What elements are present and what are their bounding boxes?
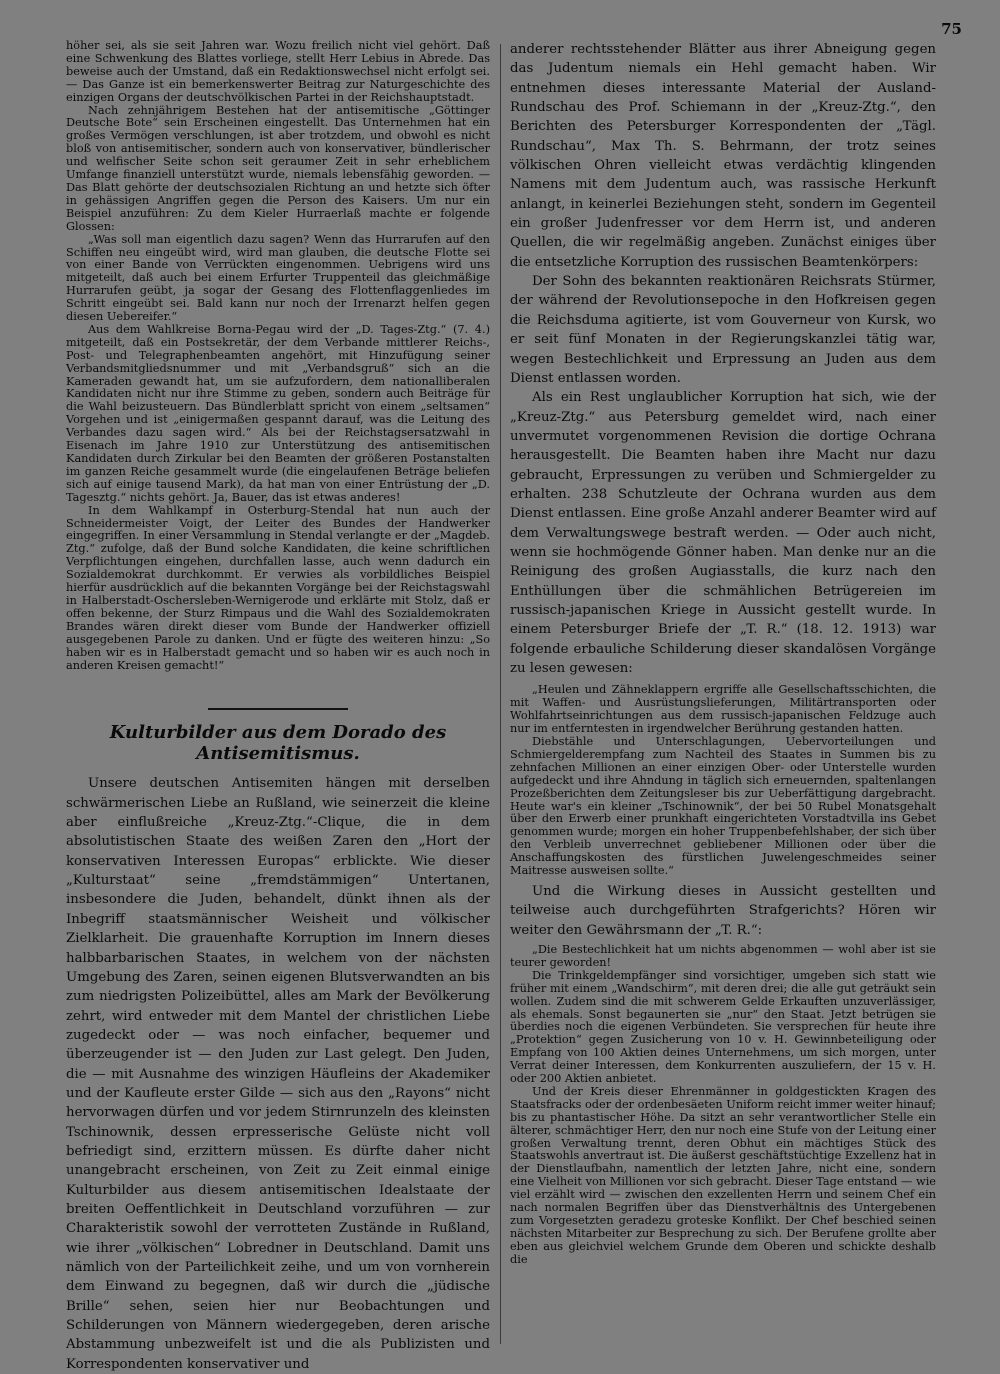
article-paragraph: Unsere deutschen Antisemiten hängen mit derselben schwärmerischen Liebe an Rußland, wie seinerzeit die kleine aber einflußreiche „Kreuz-Ztg.“-Clique, die in dem absolutistischen Staate des weißen Zaren den „Hort der konservativen Interessen Europas“ erblickte. Wie dieser „Kulturstaat“ seine „fremdstämmigen“ Untertanen, insbesondere die Juden, behandelt, dünkt ihnen als der Inbegriff staatsmännischer Weisheit und völkischer Zielklarheit. Die grauenhafte Korruption im Innern dieses halbbarbarischen Staates, in welchem von der nächsten Umgebung des Zaren, seinen eigenen Blutsverwandten an bis zum niedrigsten Polizeibüttel, alles am Mark der Bevölkerung zehrt, wird entweder mit dem Mantel der christlichen Liebe zugedeckt oder — was noch einfacher, bequemer und überzeugender ist — den Juden zur Last gelegt. Den Juden, die — mit Ausnahme des winzigen Häufleins der Akademiker und der Kaufleute erster Gilde — sich aus den „Rayons“ nicht hervorwagen dürfen und vor jedem Stirnrunzeln des kleinsten Tschinownik, dessen erpresserische Gelüste nicht voll befriedigt sind, erzittern müssen. Es dürfte daher nicht unangebracht erscheinen, von Zeit zu Zeit einmal einige Kulturbilder aus diesem antisemitischen Idealstaate der breiten Oeffentlichkeit in Deutschland vorzuführen — zur Charakteristik sowohl der verrotteten Zustände in Rußland, wie ihrer „völkischen“ Lobredner in Deutschland. Damit uns nämlich von der Parteilichkeit zeihe, und um von vornherein dem Einwand zu begegnen, daß wir durch die „jüdische Brille“ sehen, seien hier nur Beobachtungen und Schilderungen von Männern wiedergegeben, deren arische Abstammung unbezweifelt ist und die als Publizisten und Korrespondenten konservativer und [66, 776, 490, 1372]
left-column [66, 39, 490, 1372]
page-number: 75 [941, 20, 962, 38]
quotation-paragraph: Und der Kreis dieser Ehrenmänner in goldgestickten Kragen des Staatsfracks oder der ordenbesäeten Uniform reicht immer weiter hinauf; bis zu phantastischer Höhe. Da sitzt an sehr verantwortlicher Stelle ein älterer, schmächtiger Herr, den nur noch eine Stufe von der Leitung einer großen Verwaltung trennt, deren Obhut ein mächtiges Stück des Staatswohls anvertraut ist. Die äußerst geschäftstüchtige Exzellenz hat in der Dienstlaufbahn, namentlich der letzten Jahre, nicht eine, sondern eine Vielheit von Millionen vor sich gebracht. Dieser Tage entstand — wie viel erzählt wird — zwischen den exzellenten Herrn und seinem Chef ein nach normalen Begriffen über das Dienstverhältnis des Untergebenen zum Vorgesetzten geradezu groteske Konflikt. Der Chef beschied seinen nächsten Mitarbeiter zur Besprechung zu sich. Der Berufene grollte aber eben aus gleichviel welchem Grunde dem Oberen und schickte deshalb die [510, 1084, 936, 1266]
column-divider [500, 44, 501, 1344]
article-heading: Kulturbilder aus dem Dorado des Antisemitismus. [109, 722, 447, 765]
quotation-paragraph: Die Trinkgeldempfänger sind vorsichtiger, umgeben sich statt wie früher mit einem „Wandschirm“, mit deren drei; die alle gut geträukt sein wollen. Zudem sind die mit schwerem Gelde Erkauften unzuverlässiger, als ehemals. Sonst begaunerten sie „nur“ den Staat. Jetzt betrügen sie überdies noch die eigenen Verbündeten. Sie versprechen für heute ihre „Protektion“ gegen Zusicherung von 10 v. H. Gewinnbeteiligung oder Empfang von 100 Aktien deines Unternehmens, um sich morgen, unter Verrat deiner Interessen, dem Konkurrenten auszuliefern, der 15 v. H. oder 200 Aktien anbietet. [510, 968, 936, 1086]
right-column [510, 40, 936, 1356]
quotation-paragraph: „Was soll man eigentlich dazu sagen? Wenn das Hurrarufen auf den Schiffen neu eingeübt wird, wird man glauben, die deutsche Flotte sei von einer Bande von Verrückten eingenommen. Uebrigens wird uns mitgeteilt, daß auch bei einem Erfurter Truppenteil das gleichmäßige Hurrarufen geübt, ja sogar der Gesang des Flottenflaggenliedes im Schritt eingeübt sei. Bald kann nur noch der Irrenarzt helfen gegen diesen Uebereifer.“ [66, 232, 490, 324]
article-paragraph: Der Sohn des bekannten reaktionären Reichsrats Stürmer, der während der Revolutionsepoche in den Hofkreisen gegen die Reichsduma agitierte, ist vom Gouverneur von Kursk, wo er seit fünf Monaten in der Regierungskanzlei tätig war, wegen Bestechlichkeit und Erpressung an Juden aus dem Dienst entlassen worden. [510, 274, 936, 386]
article-paragraph: anderer rechtsstehender Blätter aus ihrer Abneigung gegen das Judentum niemals ein Hehl gemacht haben. Wir entnehmen dieses interessante Material der Ausland-Rundschau des Prof. Schiemann in der „Kreuz-Ztg.“, den Berichten des Petersburger Korrespondenten der „Tägl. Rundschau“, Max Th. S. Behrmann, der trotz seines völkischen Ohren vielleicht etwas verdächtig klingenden Namens mit dem Judentum auch, was rassische Herkunft anlangt, in keinerlei Beziehungen steht, sondern im Gegenteil ein großer Judenfresser vor dem Herrn ist, und anderen Quellen, die wir regelmäßig angeben. Zunächst einiges über die entsetzliche Korruption des russischen Beamtenkörpers: [510, 42, 936, 270]
quotation-paragraph: „Die Bestechlichkeit hat um nichts abgenommen — wohl aber ist sie teurer geworden! [510, 942, 936, 969]
quotation-paragraph: Diebstähle und Unterschlagungen, Uebervorteilungen und Schmiergelderempfang zum Nachteil des Staates in Summen bis zu zehnfachen Millionen an einer einzigen Ober- oder Unterstelle wurden aufgedeckt und ihre Ahndung in täglich sich erneuernden, spaltenlangen Prozeßberichten dem Zeitungsleser bis zur Ueberfättigung dargebracht. Heute war's ein kleiner „Tschinownik“, der bei 50 Rubel Monatsgehalt über den Erwerb einer prunkhaft eingerichteten Vorstadtvilla ins Gebet genommen wurde; morgen ein hoher Truppenbefehlshaber, der sich über den Verbleib unverrechnet gebliebener Millionen oder über die Anschaffungskosten des fürstlichen Juwelengeschmeides seiner Maitresse ausweisen sollte.“ [510, 734, 936, 878]
article-paragraph: Aus dem Wahlkreise Borna-Pegau wird der „D. Tages-Ztg.“ (7. 4.) mitgeteilt, daß ein Postsekretär, der dem Verbande mittlerer Reichs-, Post- und Telegraphenbeamten angehört, mit Hinzufügung seiner Verbandsmitgliedsnummer und mit „Verbandsgruß“ sich an die Kameraden gewandt hat, um sie aufzufordern, dem nationalliberalen Kandidaten nicht nur ihre Stimme zu geben, sondern auch Beiträge für die Wahl beizusteuern. Das Bündlerblatt spricht von einem „seltsamen“ Vorgehen und ist „einigermaßen gespannt darauf, was die Leitung des Verbandes dazu sagen wird.“ Als bei der Reichstagsersatzwahl in Eisenach im Jahre 1910 zur Unterstützung des antisemitischen Kandidaten durch Zirkular bei den Beamten der größeren Postanstalten im ganzen Reiche gesammelt wurde (die eingelaufenen Beträge beliefen sich auf einige tausend Mark), da hat man von einer Entrüstung der „D. Tagesztg.“ nichts gehört. Ja, Bauer, das ist etwas anderes! [66, 322, 490, 504]
article-paragraph: höher sei, als sie seit Jahren war. Wozu freilich nicht viel gehört. Daß eine Schwenkung des Blattes vorliege, stellt Herr Lebius in Abrede. Das beweise auch der Umstand, daß ein Redaktionswechsel nicht erfolgt sei. — Das Ganze ist ein bemerkenswerter Beitrag zur Naturgeschichte des einzigen Organs der deutschvölkischen Partei in der Reichshauptstadt. [66, 39, 490, 104]
section-separator [208, 708, 348, 710]
article-paragraph: Und die Wirkung dieses in Aussicht gestellten und teilweise auch durchgeführten Strafgerichts? Hören wir weiter den Gewährsmann der „T. R.“: [510, 883, 936, 938]
article-paragraph: In dem Wahlkampf in Osterburg-Stendal hat nun auch der Schneidermeister Voigt, der Leiter des Bundes der Handwerker eingegriffen. In einer Versammlung in Stendal verlangte er der „Magdeb. Ztg.“ zufolge, daß der Bund solche Kandidaten, die keine schriftlichen Verpflichtungen eingehen, durchfallen lasse, auch wenn dadurch ein Sozialdemokrat durchkommt. Er verwies als vorbildliches Beispiel hierfür ausdrücklich auf die bekannten Vorgänge bei der Reichstagswahl in Halberstadt-Oschersleben-Wernigerode und erklärte mit Stolz, daß er offen bekenne, der Sturz Rimpaus und die Wahl des Sozialdemokraten Brandes wären direkt dieser vom Bunde der Handwerker offiziell ausgegebenen Parole zu danken. Und er fügte des weiteren hinzu: „So haben wir es in Halberstadt gemacht und so haben wir es auch noch in anderen Kreisen gemacht!“ [66, 503, 490, 672]
quotation-paragraph: „Heulen und Zähneklappern ergriffe alle Gesellschaftsschichten, die mit Waffen- und Ausrüstungslieferungen, Militärtransporten oder Wohlfahrtseinrichtungen aus dem russisch-japanischen Feldzuge auch nur im entferntesten in irgendwelcher Berührung gestanden hatten. [510, 683, 936, 736]
article-paragraph: Als ein Rest unglaublicher Korruption hat sich, wie der „Kreuz-Ztg.“ aus Petersburg gemeldet wird, nach einer unvermutet vorgenommenen Revision die dortige Ochrana herausgestellt. Die Beamten haben ihre Macht nur dazu gebraucht, Erpressungen zu verüben und Schmiergelder zu erhalten. 238 Schutzleute der Ochrana wurden aus dem Dienst entlassen. Eine große Anzahl anderer Beamter wird auf dem Verwaltungswege bestraft werden. — Oder auch nicht, wenn sie hochmögende Gönner haben. Man denke nur an die Reinigung des großen Augiasstalls, die kurz nach den Enthüllungen über die schmählichen Betrügereien im russisch-japanischen Kriege in Aussicht gestellt wurde. In einem Petersburger Briefe der „T. R.“ (18. 12. 1913) war folgende erbauliche Schilderung dieser skandalösen Vorgänge zu lesen gewesen: [510, 390, 936, 676]
article-paragraph: Nach zehnjährigem Bestehen hat der antisemitische „Göttinger Deutsche Bote“ sein Erscheinen eingestellt. Das Unternehmen hat ein großes Vermögen verschlungen, ist aber trotzdem, und obwohl es nicht bloß von antisemitischer, sondern auch von konservativer, bündlerischer und welfischer Seite schon seit geraumer Zeit in sehr erheblichem Umfange finanziell unterstützt wurde, niemals lebensfähig geworden. — Das Blatt gehörte der deutschsozialen Richtung an und hetzte sich öfter in gehässigen Angriffen gegen die Person des Kaisers. Um nur ein Beispiel anzuführen: Zu dem Kieler Hurraerlaß machte er folgende Glossen: [66, 103, 490, 233]
